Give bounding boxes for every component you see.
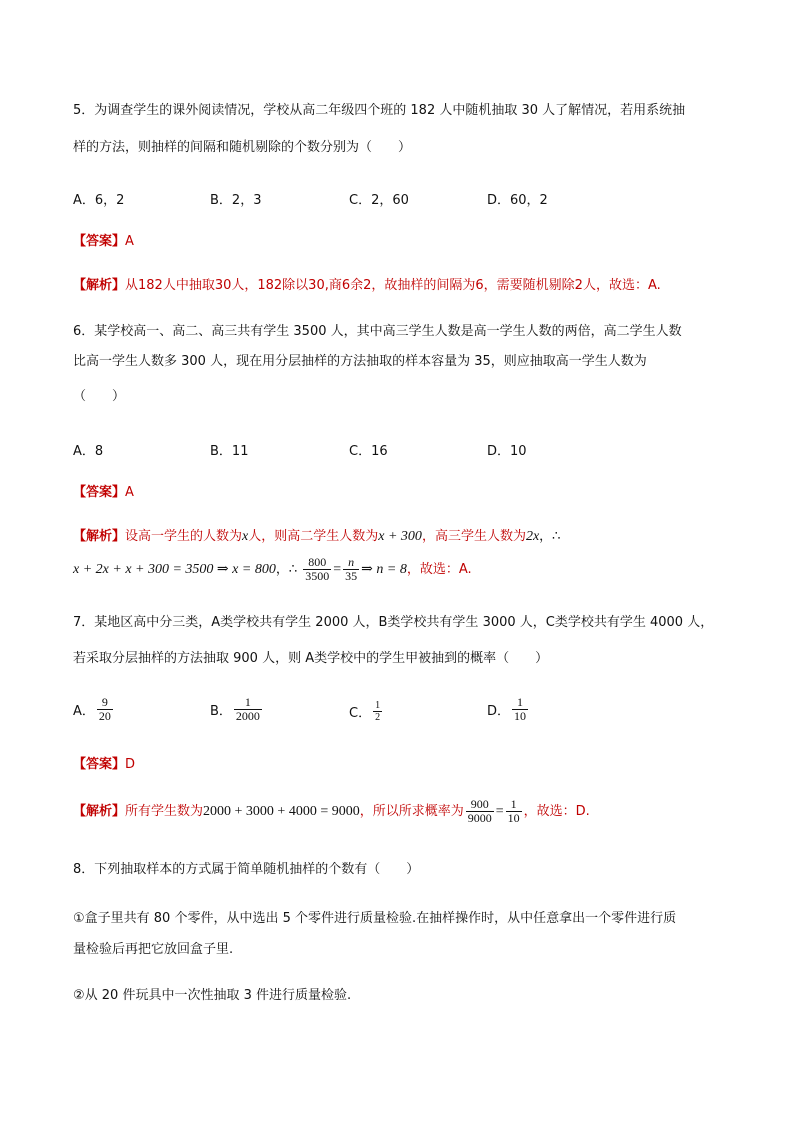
analysis-text: ，∴ [539,529,561,544]
option-label: D． [487,704,511,719]
analysis-tag: 【解析】 [73,529,126,544]
math-expr: 2x [525,529,540,544]
fraction-denominator: 3500 [305,569,330,583]
q5-option-c: C．2，60 [349,193,409,208]
q7-option-c [349,700,384,723]
analysis-conclusion: ，故选：D. [523,804,590,819]
math-equation: x + 2x + x + 300 = 3500 ⇒ x = 800 [73,562,276,577]
q5-stem-line2: 样的方法，则抽样的间隔和随机剔除的个数分别为（ ） [73,140,412,155]
fraction-numerator: 800 [308,555,327,569]
q7-analysis [73,796,590,828]
q7-stem-line2: 若采取分层抽样的方法抽取 900 人，则 A类学校中的学生甲被抽到的概率（ ） [73,651,549,666]
q5-option-d: D．60，2 [487,193,548,208]
q5-option-b: B．2，3 [210,193,262,208]
fraction-numerator: 900 [470,797,489,811]
fraction-denominator: 2 [375,712,381,723]
fraction-numerator: 1 [375,700,381,711]
q8-stem: 8．下列抽取样本的方式属于简单随机抽样的个数有（ ） [73,862,420,877]
fraction-denominator: 10 [507,811,520,825]
fraction-numerator: 9 [101,695,108,709]
fraction [343,556,359,583]
math-equation: 2000 + 3000 + 4000 = 9000 [203,804,360,819]
q6-stem-line3: （ ） [73,389,126,404]
q5-answer [73,233,134,251]
analysis-tag: 【解析】 [73,804,126,819]
fraction [512,696,528,723]
analysis-text: 设高一学生的人数为 [125,529,243,544]
answer-tag: 【答案】 [73,485,126,500]
fraction [97,696,113,723]
q8-item2: ②从 20 件玩具中一次性抽取 3 件进行质量检验. [73,988,352,1003]
fraction [303,556,331,583]
fraction-numerator: n [348,555,355,569]
fraction-denominator: 9000 [467,811,492,825]
q5-option-a: A．6，2 [73,193,125,208]
q7-option-a [73,696,115,723]
math-expr: x + 300 [378,529,422,544]
q5-stem-line1: 5．为调查学生的课外阅读情况，学校从高二年级四个班的 182 人中随机抽取 30 人了解情况，若用系统抽 [73,103,686,118]
q6-option-b: B．11 [210,444,249,459]
analysis-conclusion: ，故选：A. [406,562,472,577]
option-label: C． [349,706,372,721]
answer-tag: 【答案】 [73,234,126,249]
fraction [234,696,262,723]
q6-analysis-line2 [73,555,472,585]
q7-answer [73,756,135,774]
answer-tag: 【答案】 [73,757,126,772]
q6-stem-line2: 比高一学生人数多 300 人，现在用分层抽样的方法抽取的样本容量为 35，则应抽取高一学生人数为 [73,354,647,369]
fraction-numerator: 1 [517,695,524,709]
analysis-text: ，高三学生人数为 [421,529,526,544]
equals-sign: = [333,562,342,577]
math-var: x [242,529,249,544]
analysis-text: 所有学生数为 [125,804,204,819]
fraction-numerator: 1 [244,695,251,709]
q8-item1-line1: ①盒子里共有 80 个零件，从中选出 5 个零件进行质量检验.在抽样操作时，从中任意拿出一个零件进行质 [73,911,677,926]
q7-option-b [210,696,264,723]
analysis-text: 从182人中抽取30人，182除以30,商6余2，故抽样的间隔为6，需要随机剔除2人，故选：A. [125,278,661,293]
fraction [506,798,522,825]
answer-value: D [125,757,136,772]
answer-value: A [125,234,134,249]
fraction-numerator: 1 [510,797,517,811]
analysis-text: 人，则高二学生人数为 [248,529,379,544]
q6-analysis-line1 [73,528,560,546]
q6-stem-line1: 6．某学校高一、高二、高三共有学生 3500 人，其中高三学生人数是高一学生人数的两倍，高二学生人数 [73,324,682,339]
option-label: A． [73,704,95,719]
q5-analysis [73,277,661,295]
q7-stem-line1: 7．某地区高中分三类，A类学校共有学生 2000 人，B类学校共有学生 3000 人，C类学校共有学生 4000 人， [73,615,714,630]
q7-option-d [487,696,530,723]
fraction-denominator: 35 [345,569,358,583]
answer-value: A [125,485,134,500]
option-label: B． [210,704,232,719]
q8-item1-line2: 量检验后再把它放回盒子里. [73,942,234,957]
fraction [373,700,382,723]
fraction [466,798,494,825]
fraction-denominator: 20 [98,709,111,723]
analysis-tag: 【解析】 [73,278,126,293]
equals-sign: = [495,804,504,819]
math-expr: ⇒ n = 8 [361,562,407,577]
q6-option-c: C．16 [349,444,388,459]
q6-option-a: A．8 [73,444,104,459]
q6-option-d: D．10 [487,444,527,459]
fraction-denominator: 10 [514,709,527,723]
fraction-denominator: 2000 [235,709,260,723]
analysis-text: ，所以所求概率为 [359,804,464,819]
q6-answer [73,484,134,502]
therefore-symbol: ，∴ [275,562,298,577]
